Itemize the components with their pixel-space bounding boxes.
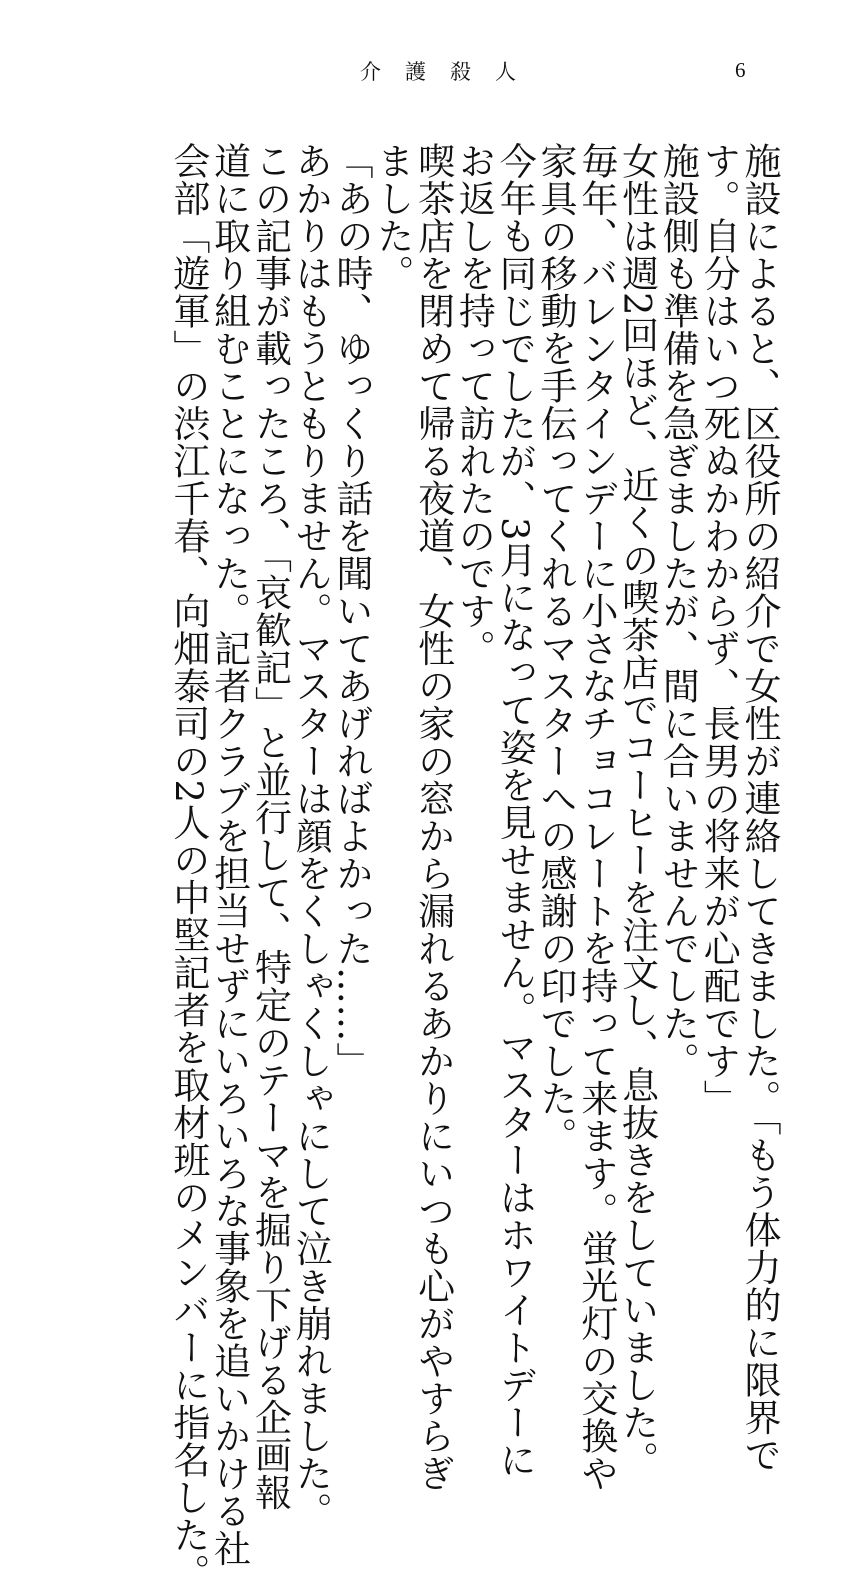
running-title: 介護殺人 [360,60,540,84]
text-column: 女性は週2回ほど、近くの喫茶店でコーヒーを注文し、息抜きをしていました。 [615,142,659,1479]
text-column: あかりはもうともりません。マスターは顔をくしゃくしゃにして泣き崩れました。 [289,142,333,1530]
text-column: 会部「遊軍」の渋江千春、向畑泰司の2人の中堅記者を取材班のメンバーに指名した。 [166,142,210,1591]
text-column: 喫茶店を閉めて帰る夜道、女性の家の窓から漏れるあかりにいつも心がやすらぎ [411,142,455,1492]
text-column: この記事が載ったころ、「哀歓記」と並行して、特定のテーマを掘り下げる企画報 [248,142,292,1511]
text-column: す。自分はいつ死ぬかわからず、長男の将来が心配です」 [697,142,741,1117]
page-number: 6 [735,58,746,82]
text-column: 施設によると、区役所の紹介で女性が連絡してきました。「もう体力的に限界で [738,142,781,1474]
text-column: 「あの時、ゆっくり話を聞いてあげればよかった……」 [330,142,374,1080]
text-column: お返しを持って訪れたのです。 [452,142,496,667]
text-column: 道に取り組むことになった。記者クラブを担当せずにいろいろな事象を追いかける社 [207,142,251,1567]
body-text [166,142,781,1591]
text-column: 毎年、バレンタインデーに小さなチョコレートを持って来ます。蛍光灯の交換や [574,142,618,1492]
text-column: 今年も同じでしたが、3月になって姿を見せません。マスターはホワイトデーに [493,142,537,1479]
text-column: ました。 [370,142,414,292]
text-column: 施設側も準備を急ぎましたが、間に合いませんでした。 [656,142,700,1080]
text-column: 家具の移動を手伝ってくれるマスターへの感謝の印でした。 [534,142,578,1155]
